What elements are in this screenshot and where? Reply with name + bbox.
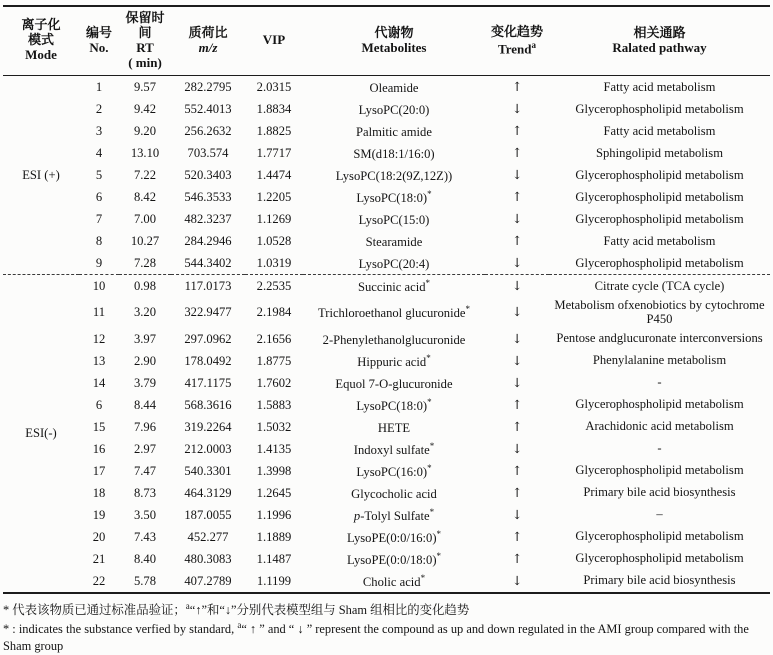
cell-pathway: Sphingolipid metabolism — [596, 145, 723, 160]
cell-no: 16 — [92, 441, 106, 456]
cell-mz: 464.3129 — [184, 485, 232, 500]
cell-metabolite — [303, 328, 485, 350]
table-row — [3, 230, 770, 252]
header-mode-cn2: 模式 — [27, 32, 54, 48]
cell-metabolite — [303, 75, 485, 98]
cell-vip: 1.0528 — [256, 233, 292, 248]
table-row — [3, 460, 770, 482]
cell-metabolite — [303, 372, 485, 394]
table-row — [3, 328, 770, 350]
cell-rt: 8.44 — [133, 397, 157, 412]
cell-pathway: Glycerophospholipid metabolism — [575, 529, 744, 544]
verified-star: * — [425, 277, 430, 288]
cell-no: 9 — [95, 255, 103, 270]
metabolite-italic-prefix: p — [353, 508, 361, 523]
mode-group-label: ESI(-) — [3, 274, 79, 592]
cell-pathway: Fatty acid metabolism — [603, 123, 716, 138]
header-mz-cn: 质荷比 — [188, 24, 228, 40]
footnote-en-post: “ ↑ ” and “ ↓ ” represent the compound as up and down regulated in the AMI group compared with the Sham group — [3, 621, 749, 653]
header-trend-sup: a — [531, 39, 536, 50]
header-no-en: No. — [89, 39, 109, 55]
cell-no: 5 — [95, 167, 103, 182]
cell-mz: 540.3301 — [184, 463, 232, 478]
cell-rt: 7.22 — [133, 167, 157, 182]
header-metabolites — [303, 6, 485, 75]
header-path-cn: 相关通路 — [633, 24, 686, 40]
footnote-en-pre: * : indicates the substance verfied by standard, — [3, 621, 238, 636]
cell-trend-arrow: ↓ — [511, 304, 523, 320]
cell-pathway: Glycerophospholipid metabolism — [575, 101, 744, 116]
cell-metabolite — [303, 274, 485, 297]
header-no-cn: 编号 — [85, 24, 112, 40]
cell-vip: 1.8825 — [256, 123, 292, 138]
cell-rt: 5.78 — [133, 573, 157, 588]
cell-trend-arrow: ↑ — [511, 484, 523, 500]
cell-mz: 187.0055 — [184, 507, 232, 522]
cell-rt: 9.42 — [133, 101, 157, 116]
cell-pathway: Fatty acid metabolism — [603, 79, 716, 94]
cell-no: 20 — [92, 529, 106, 544]
cell-pathway: Glycerophospholipid metabolism — [575, 551, 744, 566]
cell-metabolite — [303, 548, 485, 570]
verified-star: * — [436, 550, 442, 561]
cell-metabolite — [303, 208, 485, 230]
table-row — [3, 394, 770, 416]
header-vip — [245, 6, 303, 75]
cell-pathway: - — [657, 441, 662, 456]
cell-no: 13 — [92, 353, 106, 368]
verified-star: * — [420, 572, 426, 583]
cell-trend-arrow: ↓ — [511, 440, 523, 456]
cell-vip: 1.7602 — [256, 375, 292, 390]
verified-star: * — [427, 188, 432, 199]
metabolite-name: LysoPC(20:4) — [358, 256, 430, 271]
cell-mz: 552.4013 — [184, 101, 232, 116]
cell-no: 6 — [95, 189, 103, 204]
cell-metabolite — [303, 350, 485, 372]
cell-mz: 407.2789 — [184, 573, 232, 588]
cell-metabolite — [303, 164, 485, 186]
cell-metabolite — [303, 120, 485, 142]
cell-trend-arrow: ↑ — [511, 396, 523, 412]
metabolite-name: LysoPC(15:0) — [358, 212, 430, 227]
cell-rt: 3.50 — [133, 507, 157, 522]
cell-trend-arrow: ↑ — [511, 232, 523, 248]
metabolite-name: -Tolyl Sulfate — [360, 508, 430, 523]
cell-pathway: Glycerophospholipid metabolism — [575, 397, 744, 412]
cell-metabolite — [303, 297, 485, 328]
cell-vip: 2.1656 — [256, 331, 292, 346]
cell-pathway: Fatty acid metabolism — [603, 233, 716, 248]
cell-metabolite — [303, 416, 485, 438]
header-path-en: Ralated pathway — [612, 39, 707, 55]
cell-rt: 8.73 — [133, 485, 157, 500]
cell-rt: 8.42 — [133, 189, 157, 204]
cell-vip: 1.8775 — [256, 353, 292, 368]
cell-metabolite — [303, 438, 485, 460]
cell-vip: 1.4135 — [256, 441, 292, 456]
cell-mz: 178.0492 — [184, 353, 232, 368]
cell-rt: 7.47 — [133, 463, 157, 478]
table-row — [3, 98, 770, 120]
cell-trend-arrow: ↓ — [511, 254, 523, 270]
verified-star: * — [427, 462, 432, 473]
cell-mz: 544.3402 — [184, 255, 232, 270]
metabolite-name: Equol 7-O-glucuronide — [335, 376, 453, 391]
cell-metabolite — [303, 98, 485, 120]
cell-metabolite — [303, 482, 485, 504]
metabolite-name: LysoPC(20:0) — [358, 102, 430, 117]
header-mz — [171, 6, 245, 75]
cell-rt: 7.96 — [133, 419, 157, 434]
table-row — [3, 164, 770, 186]
cell-vip: 1.8834 — [256, 101, 292, 116]
cell-vip: 1.1889 — [256, 529, 292, 544]
metabolite-name: LysoPE(0:0/18:0) — [346, 552, 437, 567]
table-row — [3, 252, 770, 275]
cell-trend-arrow: ↓ — [511, 572, 523, 588]
header-trend — [485, 6, 549, 75]
table-row — [3, 504, 770, 526]
header-rt-cn: 保留时间 — [125, 10, 165, 40]
cell-pathway: Glycerophospholipid metabolism — [575, 211, 744, 226]
cell-vip: 1.1199 — [256, 573, 292, 588]
header-trend-en — [486, 40, 548, 57]
cell-vip: 1.5032 — [256, 419, 292, 434]
cell-pathway: Primary bile acid biosynthesis — [583, 485, 736, 500]
cell-no: 6 — [95, 397, 103, 412]
cell-vip: 1.1487 — [256, 551, 292, 566]
table-row — [3, 372, 770, 394]
table-row — [3, 186, 770, 208]
cell-rt: 9.57 — [133, 79, 157, 94]
table-row — [3, 548, 770, 570]
verified-star: * — [429, 440, 435, 451]
cell-no: 22 — [92, 573, 106, 588]
cell-pathway: – — [656, 507, 663, 522]
header-mz-en: m/z — [198, 39, 218, 55]
table-row — [3, 208, 770, 230]
cell-mz: 520.3403 — [184, 167, 232, 182]
table-row — [3, 526, 770, 548]
cell-no: 4 — [95, 145, 103, 160]
verified-star: * — [429, 506, 435, 517]
cell-vip: 1.7717 — [256, 145, 292, 160]
metabolite-name: Stearamide — [365, 234, 423, 249]
metabolite-name: 2-Phenylethanolglucuronide — [322, 332, 466, 347]
cell-mz: 703.574 — [187, 145, 229, 160]
header-pathway — [549, 6, 770, 75]
cell-no: 3 — [95, 123, 103, 138]
metabolite-name: Hippuric acid — [357, 354, 427, 369]
header-rt-en: RT — [136, 39, 154, 55]
cell-metabolite — [303, 252, 485, 275]
cell-mz: 482.3237 — [184, 211, 232, 226]
header-mode-en: Mode — [25, 47, 57, 63]
cell-mz: 212.0003 — [184, 441, 232, 456]
metabolite-table — [3, 5, 770, 594]
cell-vip: 2.1984 — [256, 305, 292, 320]
table-row — [3, 75, 770, 98]
cell-metabolite — [303, 526, 485, 548]
cell-mz: 319.2264 — [184, 419, 232, 434]
table-body — [3, 75, 770, 592]
cell-pathway: Citrate cycle (TCA cycle) — [549, 274, 770, 297]
verified-star: * — [427, 396, 432, 407]
cell-rt: 7.43 — [133, 529, 157, 544]
table-footnote — [3, 600, 770, 655]
cell-rt: 3.20 — [133, 305, 157, 320]
cell-rt: 0.98 — [119, 274, 171, 297]
cell-vip: 1.5883 — [256, 397, 292, 412]
cell-no: 21 — [92, 551, 106, 566]
cell-trend-arrow: ↓ — [511, 506, 523, 522]
cell-pathway: - — [657, 375, 662, 390]
cell-trend-arrow: ↓ — [485, 274, 549, 297]
metabolite-name: Trichloroethanol glucuronide — [318, 306, 466, 321]
cell-rt: 3.79 — [133, 375, 157, 390]
metabolite-name: HETE — [377, 420, 411, 435]
cell-rt: 2.90 — [133, 353, 157, 368]
header-met-cn: 代谢物 — [374, 24, 414, 40]
metabolite-name: Palmitic amide — [356, 124, 432, 139]
header-row — [3, 6, 770, 75]
cell-mz: 546.3533 — [184, 189, 232, 204]
mode-group-label: ESI (+) — [22, 167, 60, 182]
cell-trend-arrow: ↓ — [511, 374, 523, 390]
cell-rt: 7.28 — [133, 255, 157, 270]
cell-vip: 2.0315 — [256, 79, 292, 94]
metabolite-name: LysoPE(0:0/16:0) — [346, 530, 437, 545]
cell-pathway: Glycerophospholipid metabolism — [575, 255, 744, 270]
cell-metabolite — [303, 230, 485, 252]
header-vip-label: VIP — [262, 32, 286, 48]
table-row — [3, 416, 770, 438]
cell-metabolite — [303, 186, 485, 208]
cell-no: 18 — [92, 485, 106, 500]
cell-mz: 284.2946 — [184, 233, 232, 248]
table-row — [3, 274, 770, 297]
footnote-cn-post: “↑”和“↓”分别代表模型组与 Sham 组相比的变化趋势 — [189, 602, 470, 617]
cell-metabolite — [303, 504, 485, 526]
cell-mz: 297.0962 — [184, 331, 232, 346]
table-row — [3, 482, 770, 504]
table-header — [3, 6, 770, 75]
cell-no: 8 — [95, 233, 103, 248]
cell-rt: 13.10 — [130, 145, 160, 160]
cell-mz: 322.9477 — [184, 305, 232, 320]
verified-star: * — [465, 304, 470, 315]
cell-no: 10 — [79, 274, 119, 297]
cell-rt: 3.97 — [133, 331, 157, 346]
footnote-cn-sup: a — [185, 600, 190, 611]
cell-rt: 2.97 — [133, 441, 157, 456]
cell-metabolite — [303, 570, 485, 593]
cell-trend-arrow: ↑ — [511, 528, 523, 544]
table-row — [3, 570, 770, 593]
table-row — [3, 297, 770, 328]
header-trend-cn: 变化趋势 — [490, 23, 543, 39]
verified-star: * — [426, 352, 431, 363]
cell-vip: 1.2645 — [256, 485, 292, 500]
cell-pathway: Arachidonic acid metabolism — [585, 419, 734, 434]
cell-no: 7 — [95, 211, 103, 226]
cell-pathway: Phenylalanine metabolism — [592, 353, 727, 368]
cell-trend-arrow: ↓ — [511, 210, 523, 226]
cell-trend-arrow: ↓ — [511, 330, 523, 346]
footnote-cn-pre: * 代表该物质已通过标准品验证； — [3, 602, 186, 617]
metabolite-name: SM(d18:1/16:0) — [353, 146, 435, 161]
cell-rt: 8.40 — [133, 551, 157, 566]
header-rt — [119, 6, 171, 75]
footnote-en — [3, 619, 770, 655]
cell-pathway: Metabolism ofxenobiotics by cytochrome P450 — [554, 297, 765, 327]
cell-vip: 1.1996 — [256, 507, 292, 522]
cell-no: 11 — [92, 305, 106, 320]
header-met-en: Metabolites — [361, 39, 427, 55]
cell-rt: 7.00 — [133, 211, 157, 226]
metabolite-name: Succinic acid — [358, 279, 426, 294]
cell-vip: 1.3998 — [256, 463, 292, 478]
cell-trend-arrow: ↓ — [511, 166, 523, 182]
cell-mz: 480.3083 — [184, 551, 232, 566]
cell-no: 19 — [92, 507, 106, 522]
cell-no: 2 — [95, 101, 103, 116]
cell-trend-arrow: ↑ — [511, 188, 523, 204]
verified-star: * — [436, 528, 442, 539]
cell-pathway: Glycerophospholipid metabolism — [575, 189, 744, 204]
table-row — [3, 142, 770, 164]
cell-trend-arrow: ↓ — [511, 352, 523, 368]
cell-no: 12 — [92, 331, 106, 346]
cell-no: 14 — [92, 375, 106, 390]
cell-vip: 1.4474 — [256, 167, 292, 182]
metabolite-name: LysoPC(18:0) — [356, 190, 428, 205]
metabolite-name: LysoPC(18:0) — [356, 398, 428, 413]
cell-pathway: Pentose andglucuronate interconversions — [556, 331, 763, 346]
table-row — [3, 350, 770, 372]
cell-pathway: Glycerophospholipid metabolism — [575, 463, 744, 478]
cell-vip: 1.0319 — [256, 255, 292, 270]
cell-mz: 117.0173 — [171, 274, 245, 297]
cell-trend-arrow: ↑ — [511, 144, 523, 160]
cell-no: 15 — [92, 419, 106, 434]
cell-vip: 2.2535 — [245, 274, 303, 297]
cell-mz: 452.277 — [187, 529, 229, 544]
cell-vip: 1.2205 — [256, 189, 292, 204]
cell-trend-arrow: ↑ — [511, 462, 523, 478]
cell-pathway: Primary bile acid biosynthesis — [583, 573, 736, 588]
header-rt-unit: ( min) — [128, 54, 162, 70]
cell-vip: 1.1269 — [256, 211, 292, 226]
metabolite-name: Indoxyl sulfate — [353, 442, 430, 457]
cell-rt: 9.20 — [133, 123, 157, 138]
cell-trend-arrow: ↓ — [511, 100, 523, 116]
cell-metabolite — [303, 394, 485, 416]
metabolite-name: Glycocholic acid — [351, 486, 437, 501]
cell-metabolite — [303, 142, 485, 164]
cell-mz: 256.2632 — [184, 123, 232, 138]
table-row — [3, 120, 770, 142]
cell-no: 1 — [95, 79, 103, 94]
cell-no: 17 — [92, 463, 106, 478]
cell-pathway: Glycerophospholipid metabolism — [575, 167, 744, 182]
cell-rt: 10.27 — [130, 233, 160, 248]
metabolite-name: LysoPC(18:2(9Z,12Z)) — [335, 168, 453, 183]
footnote-cn — [3, 600, 770, 619]
cell-trend-arrow: ↑ — [511, 122, 523, 138]
cell-trend-arrow: ↑ — [511, 78, 523, 94]
cell-mz: 568.3616 — [184, 397, 232, 412]
cell-mz: 417.1175 — [184, 375, 232, 390]
metabolite-name: Cholic acid — [362, 574, 421, 589]
cell-trend-arrow: ↑ — [511, 418, 523, 434]
cell-trend-arrow: ↑ — [511, 550, 523, 566]
cell-metabolite — [303, 460, 485, 482]
header-trend-en-text: Trend — [498, 41, 532, 57]
header-mode-cn1: 离子化 — [21, 17, 61, 33]
cell-mz: 282.2795 — [184, 79, 232, 94]
metabolite-name: LysoPC(16:0) — [356, 464, 428, 479]
footnote-en-sup: a — [237, 619, 242, 630]
table-row — [3, 438, 770, 460]
metabolite-name: Oleamide — [369, 80, 419, 95]
header-mode — [3, 6, 79, 75]
header-no — [79, 6, 119, 75]
